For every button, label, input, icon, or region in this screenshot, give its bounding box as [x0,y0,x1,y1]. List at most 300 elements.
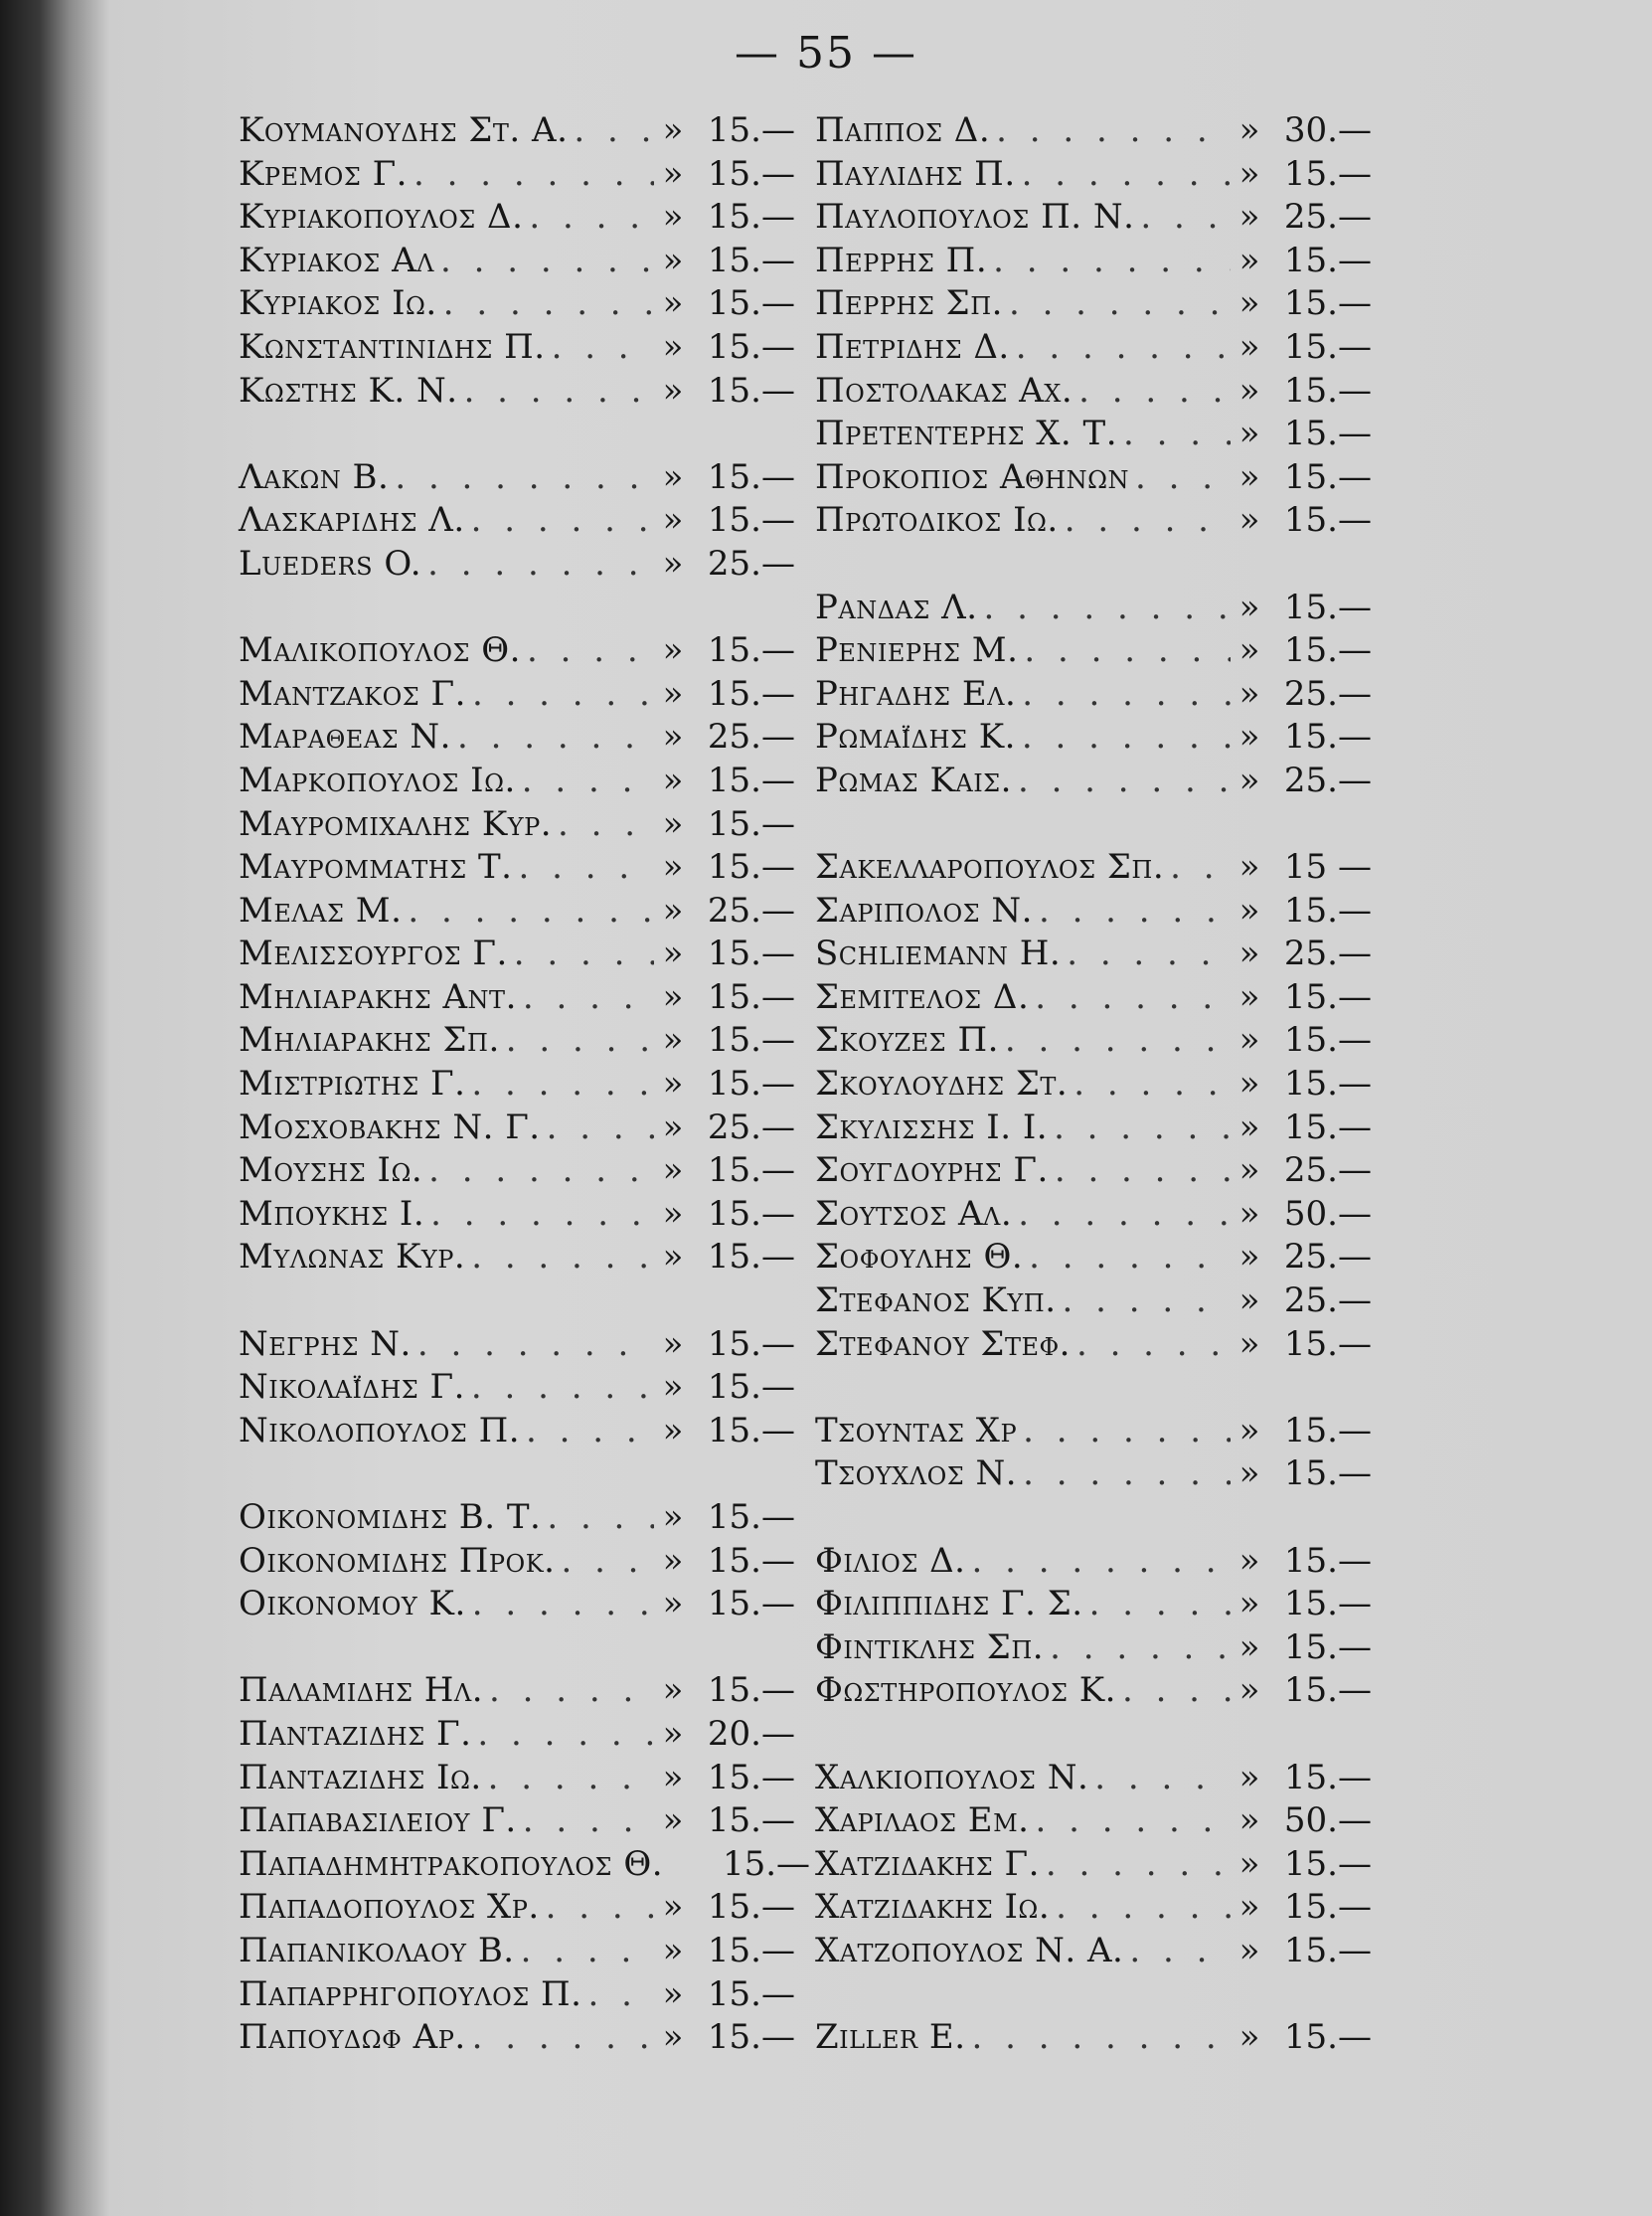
subscription-amount: 15.— [707,110,795,150]
subscriber-name: Schliemann H. [815,934,1062,974]
subscription-amount: 15.— [1283,976,1372,1017]
leader-dots [1089,1583,1231,1626]
ditto-mark: » [1239,110,1260,150]
ditto-mark: » [1239,370,1260,411]
ditto-mark: » [662,110,684,150]
ditto-mark: » [662,1887,684,1928]
leader-dots [1170,846,1231,890]
subscription-amount: 15.— [707,1887,795,1928]
leader-dots [1076,1323,1231,1367]
subscriber-name: Οικονομου Κ. [239,1584,466,1624]
subscription-amount: 15.— [707,500,795,541]
subscription-amount: 15.— [707,456,795,497]
ditto-mark: » [1239,1670,1260,1711]
subscription-amount: 15.— [1283,283,1372,324]
ditto-mark: » [1239,1193,1260,1234]
leader-dots [457,716,654,760]
subscriber-entry [815,326,1372,370]
leader-dots [529,196,654,240]
subscription-amount: 15.— [707,197,795,238]
leader-dots [1078,370,1231,414]
subscriber-entry [815,846,1372,890]
subscriber-entry [239,1757,795,1800]
subscriber-entry [815,760,1372,803]
subscriber-name: Στεφανου Στεφ. [815,1323,1071,1364]
subscriber-entry [815,1757,1372,1800]
subscription-amount: 15.— [707,1367,795,1408]
subscriber-name: Στεφανος Κυπ. [815,1280,1057,1321]
ditto-mark: » [662,934,684,974]
subscription-amount: 15.— [707,1584,795,1624]
leader-dots [996,109,1231,153]
subscriber-entry [239,109,795,153]
ditto-mark: » [1239,717,1260,758]
ditto-mark: » [662,1584,684,1624]
subscription-amount: 15.— [707,847,795,888]
subscriber-name: Ποστολακας Αχ. [815,370,1074,411]
subscriber-entry [815,1149,1372,1193]
subscriber-entry [239,760,795,803]
leader-dots [547,1496,654,1540]
leader-dots [523,976,654,1020]
leader-dots [1016,326,1231,370]
subscriber-entry [815,1193,1372,1237]
leader-dots [1022,673,1231,717]
ditto-mark: » [662,673,684,714]
subscriber-name: Μαρκοπουλος Ιω. [239,760,516,800]
leader-dots [1035,976,1231,1020]
subscription-amount: 15.— [707,673,795,714]
subscriber-name: Σοφουλης Θ. [815,1237,1024,1278]
subscription-amount: 15.— [1283,326,1372,367]
subscriber-entry [815,673,1372,717]
subscriber-name: Μαυρομιχαλης Κυρ. [239,803,553,844]
subscriber-entry [815,1669,1372,1713]
ditto-mark: » [662,1757,684,1797]
subscriber-name: Lueders O. [239,543,422,584]
subscriber-name: Φιλιππιδης Γ. Σ. [815,1584,1083,1624]
leader-dots [552,326,654,370]
subscriber-entry [815,499,1372,543]
subscriber-entry [815,587,1372,630]
subscriber-name: Κυριακος Ιω. [239,283,437,324]
subscriber-entry [239,153,795,197]
subscriber-name: Πετριδης Δ. [815,326,1010,367]
leader-dots [1123,413,1231,456]
subscription-amount: 15 — [1283,847,1372,888]
subscriber-entry [239,1843,811,1887]
subscriber-name: Μπουκης Ι. [239,1193,425,1234]
subscriber-name: Χατζιδακης Ιω. [815,1887,1051,1928]
leader-dots [993,240,1231,283]
subscriber-name: Μοσχοβακης Ν. Γ. [239,1107,541,1147]
ditto-mark: » [1239,1887,1260,1928]
subscription-amount: 15.— [707,1757,795,1797]
subscription-amount: 25.— [1283,1150,1372,1191]
subscriber-entry [239,1583,795,1626]
subscriber-name: Σακελλαροπουλος Σπ. [815,847,1165,888]
subscriber-entry [239,1713,795,1757]
leader-dots [1022,153,1231,197]
subscriber-entry [239,846,795,890]
subscription-amount: 15.— [707,1150,795,1191]
subscriber-name: Παπανικολαου Β. [239,1930,515,1970]
leader-dots [472,2016,654,2060]
leader-dots [1054,1107,1231,1150]
subscriber-entry [815,1019,1372,1063]
ditto-mark: » [662,630,684,671]
ditto-mark: » [662,456,684,497]
subscriber-entry [815,1799,1372,1843]
subscription-amount: 15.— [707,1497,795,1537]
subscriber-name: Παπαδοπουλος Χρ. [239,1887,540,1928]
leader-dots [1024,629,1231,673]
subscriber-name: Περρης Σπ. [815,283,1003,324]
leader-dots [427,543,654,587]
subscriber-entry [815,1540,1372,1584]
subscription-amount: 15.— [1283,1453,1372,1494]
ditto-mark: » [662,1150,684,1191]
leader-dots [471,1366,654,1410]
subscriber-entry [239,1366,795,1410]
subscriber-entry [239,370,795,414]
subscriber-entry [815,1886,1372,1930]
subscriber-name: Κωστης Κ. Ν. [239,370,458,411]
subscriber-name: Πανταζιδης Ιω. [239,1757,482,1797]
page-number: — 55 — [735,28,917,79]
ditto-mark: » [662,370,684,411]
ditto-mark: » [1239,1584,1260,1624]
subscriber-name: Μυλωνας Κυρ. [239,1237,466,1278]
ditto-mark: » [662,500,684,541]
subscription-amount: 15.— [707,976,795,1017]
ditto-mark: » [1239,1757,1260,1797]
ditto-mark: » [662,976,684,1017]
subscriber-name: Φωστηροπουλος Κ. [815,1670,1116,1711]
leader-dots [1035,1799,1231,1843]
subscriber-name: Σουτσος Αλ. [815,1193,1013,1234]
subscriber-entry [239,1107,795,1150]
subscriber-entry [815,1063,1372,1107]
subscription-amount: 25.— [1283,1237,1372,1278]
subscriber-name: Ρενιερης Μ. [815,630,1019,671]
subscriber-name: Λασκαριδης Λ. [239,500,465,541]
subscriber-entry [815,976,1372,1020]
subscription-amount: 15.— [1283,153,1372,194]
ditto-mark: » [662,1800,684,1841]
ditto-mark: » [1239,1843,1260,1884]
subscriber-name: Ziller E. [815,2017,966,2058]
ditto-mark: » [662,1930,684,1970]
ditto-mark: » [1239,1323,1260,1364]
subscriber-name: Φιντικλης Σπ. [815,1626,1045,1667]
subscription-amount: 15.— [707,1800,795,1841]
ditto-mark: » [662,1973,684,2014]
subscriber-name: Χαριλαος Εμ. [815,1800,1030,1841]
subscriber-name: Μαντζακος Γ. [239,673,466,714]
subscriber-name: Περρης Π. [815,240,988,280]
subscription-amount: 25.— [707,543,795,584]
leader-dots [488,1757,654,1800]
leader-dots [1056,1886,1231,1930]
ditto-mark: » [662,1323,684,1364]
leader-dots [1135,456,1231,500]
subscriber-name: Σκουλουδης Στ. [815,1064,1069,1105]
subscriber-name: Πρετεντερης Χ. Τ. [815,414,1118,454]
ditto-mark: » [662,1540,684,1581]
subscription-amount: 15.— [707,326,795,367]
leader-dots [443,282,654,326]
subscriber-name: Κωνσταντινιδης Π. [239,326,546,367]
subscriber-name: Μηλιαρακης Αντ. [239,976,517,1017]
subscription-amount: 25.— [1283,1280,1372,1321]
subscription-amount: 15.— [1283,1410,1372,1450]
subscriber-entry [815,413,1372,456]
subscriber-list-left-column [239,109,811,2060]
subscriber-name: Κυριακοπουλος Δ. [239,197,524,238]
subscription-amount: 15.— [1283,414,1372,454]
subscription-amount: 25.— [707,890,795,931]
ditto-mark: » [662,1237,684,1278]
subscription-amount: 15.— [707,630,795,671]
subscriber-entry [239,803,795,847]
subscriber-entry [239,456,795,500]
leader-dots [1023,1410,1231,1453]
subscription-amount: 15.— [707,1973,795,2014]
subscription-amount: 15.— [1283,1887,1372,1928]
leader-dots [971,1540,1231,1584]
subscriber-entry [815,370,1372,414]
subscriber-name: Παπαδημητρακοπουλος Θ. [239,1843,664,1884]
subscriber-entry [239,196,795,240]
subscriber-entry [239,326,795,370]
subscriber-name: Προκοπιος Αθηνων [815,456,1129,497]
leader-dots [1023,1452,1231,1496]
leader-dots [413,153,654,197]
ditto-mark: » [1239,283,1260,324]
subscription-amount: 50.— [1283,1800,1372,1841]
subscription-amount: 15.— [1283,630,1372,671]
subscriber-entry [239,1019,795,1063]
subscriber-name: Μιστριωτης Γ. [239,1064,466,1105]
subscriber-entry [815,1452,1372,1496]
leader-dots [1067,933,1231,976]
ditto-mark: » [1239,197,1260,238]
subscriber-name: Κυριακος Αλ [239,240,434,280]
subscriber-entry [239,1236,795,1279]
subscription-amount: 15.— [707,153,795,194]
leader-dots [522,760,654,803]
subscription-amount: 15.— [1283,370,1372,411]
subscription-amount: 15.— [1283,1670,1372,1711]
subscription-amount: 15.— [1283,1930,1372,1970]
ditto-mark: » [662,760,684,800]
ditto-mark: » [1239,414,1260,454]
subscriber-entry [815,2016,1372,2060]
leader-dots [526,1410,654,1453]
leader-dots [519,846,655,890]
subscriber-name: Κρεμος Γ. [239,153,408,194]
subscription-amount: 15.— [707,370,795,411]
subscriber-name: Παπουδωφ Αρ. [239,2017,466,2058]
subscriber-entry [815,240,1372,283]
ditto-mark: » [662,543,684,584]
subscription-amount: 25.— [1283,673,1372,714]
subscription-amount: 15.— [707,2017,795,2058]
subscription-amount: 15.— [1283,2017,1372,2058]
leader-dots [1022,716,1231,760]
subscriber-name: Οικονομιδης Β. Τ. [239,1497,542,1537]
leader-dots [1050,1626,1231,1670]
subscription-amount: 15.— [707,1540,795,1581]
leader-dots [558,803,654,847]
ditto-mark: » [1239,1280,1260,1321]
subscription-amount: 30.— [1283,110,1372,150]
ditto-mark: » [1239,976,1260,1017]
subscription-amount: 15.— [707,283,795,324]
subscription-amount: 25.— [1283,760,1372,800]
subscriber-name: Μαραθεας Ν. [239,717,451,758]
subscription-amount: 15.— [707,1323,795,1364]
subscriber-entry [815,196,1372,240]
subscriber-entry [815,1843,1372,1887]
subscriber-entry [239,1540,795,1584]
leader-dots [430,1193,654,1237]
subscription-amount: 15.— [1283,1626,1372,1667]
leader-dots [984,587,1231,630]
subscriber-name: Νεγρης Ν. [239,1323,412,1364]
leader-dots [1055,1149,1231,1193]
leader-dots [1046,1843,1231,1887]
subscriber-name: Μελας Μ. [239,890,403,931]
subscription-amount: 15.— [707,934,795,974]
subscriber-entry [815,1236,1372,1279]
leader-dots [428,1149,654,1193]
ditto-mark: » [1239,456,1260,497]
ditto-mark: » [1239,2017,1260,2058]
ditto-mark: » [1239,326,1260,367]
subscription-amount: 15.— [1283,240,1372,280]
ditto-mark: » [1239,240,1260,280]
subscriber-entry [815,153,1372,197]
ditto-mark: » [662,1410,684,1450]
subscription-amount: 50.— [1283,1193,1372,1234]
ditto-mark: » [1239,1626,1260,1667]
subscriber-entry [239,1496,795,1540]
subscription-amount: 15.— [722,1843,811,1884]
leader-dots [1063,1279,1231,1323]
ditto-mark: » [1239,760,1260,800]
ditto-mark: » [1239,587,1260,627]
ditto-mark: » [662,847,684,888]
ditto-mark: » [662,1713,684,1754]
ditto-mark: » [1239,1930,1260,1970]
ditto-mark: » [662,1020,684,1061]
subscription-amount: 25.— [707,717,795,758]
ditto-mark: » [1239,630,1260,671]
ditto-mark: » [1239,153,1260,194]
ditto-mark: » [1239,934,1260,974]
ditto-mark: » [662,240,684,280]
subscriber-name: Ρηγαδης Ελ. [815,673,1017,714]
subscriber-entry [239,716,795,760]
subscription-amount: 15.— [1283,1540,1372,1581]
leader-dots [521,1930,654,1973]
subscriber-name: Φιλιος Δ. [815,1540,966,1581]
subscriber-name: Σαριπολος Ν. [815,890,1033,931]
subscriber-name: Χαλκιοπουλος Ν. [815,1757,1089,1797]
subscriber-entry [815,890,1372,934]
subscriber-name: Ρανδας Λ. [815,587,978,627]
leader-dots [588,1973,655,2017]
subscriber-entry [239,673,795,717]
leader-dots [472,673,654,717]
subscriber-name: Χατζιδακης Γ. [815,1843,1040,1884]
leader-dots [489,1669,654,1713]
leader-dots [1039,890,1231,934]
subscriber-name: Παπαρρηγοπουλος Π. [239,1973,582,2014]
subscription-amount: 15.— [707,1410,795,1450]
leader-dots [1009,282,1231,326]
leader-dots [1140,196,1231,240]
subscription-amount: 25.— [1283,197,1372,238]
ditto-mark: » [1239,1800,1260,1841]
subscription-amount: 15.— [707,1064,795,1105]
subscriber-name: Τσουντας Χρ [815,1410,1018,1450]
ditto-mark: » [1239,1150,1260,1191]
subscriber-name: Νικολοπουλος Π. [239,1410,521,1450]
leader-dots [471,499,654,543]
subscriber-name: Σουγδουρης Γ. [815,1150,1049,1191]
leader-dots [471,1236,654,1279]
ditto-mark: » [662,326,684,367]
ditto-mark: » [662,1670,684,1711]
subscription-amount: 15.— [707,240,795,280]
leader-dots [471,1063,654,1107]
leader-dots [561,1540,654,1584]
subscription-amount: 25.— [1283,934,1372,974]
subscriber-entry [239,890,795,934]
subscription-amount: 15.— [1283,717,1372,758]
subscription-amount: 15.— [1283,456,1372,497]
subscriber-name: Παυλοπουλος Π. Ν. [815,197,1135,238]
ditto-mark: » [1239,1020,1260,1061]
subscription-amount: 15.— [1283,890,1372,931]
ditto-mark: » [1239,890,1260,931]
ditto-mark: » [1239,1107,1260,1147]
leader-dots [1094,1757,1231,1800]
subscriber-entry [239,1193,795,1237]
leader-dots [1065,499,1231,543]
subscriber-entry [239,1930,795,1973]
subscriber-name: Νικολαΐδης Γ. [239,1367,465,1408]
subscriber-entry [815,109,1372,153]
subscriber-entry [239,543,795,587]
subscriber-name: Παπαβασιλειου Γ. [239,1800,517,1841]
subscriber-name: Τσουχλος Ν. [815,1453,1018,1494]
ditto-mark: » [662,2017,684,2058]
ditto-mark: » [662,1193,684,1234]
ditto-mark: » [1239,1237,1260,1278]
leader-dots [477,1713,654,1757]
ditto-mark: » [662,1064,684,1105]
ditto-mark: » [1239,1064,1260,1105]
subscriber-name: Ρωμας Καισ. [815,760,1012,800]
subscriber-entry [239,629,795,673]
leader-dots [574,109,654,153]
subscription-amount: 15.— [1283,1584,1372,1624]
subscription-amount: 15.— [1283,1323,1372,1364]
